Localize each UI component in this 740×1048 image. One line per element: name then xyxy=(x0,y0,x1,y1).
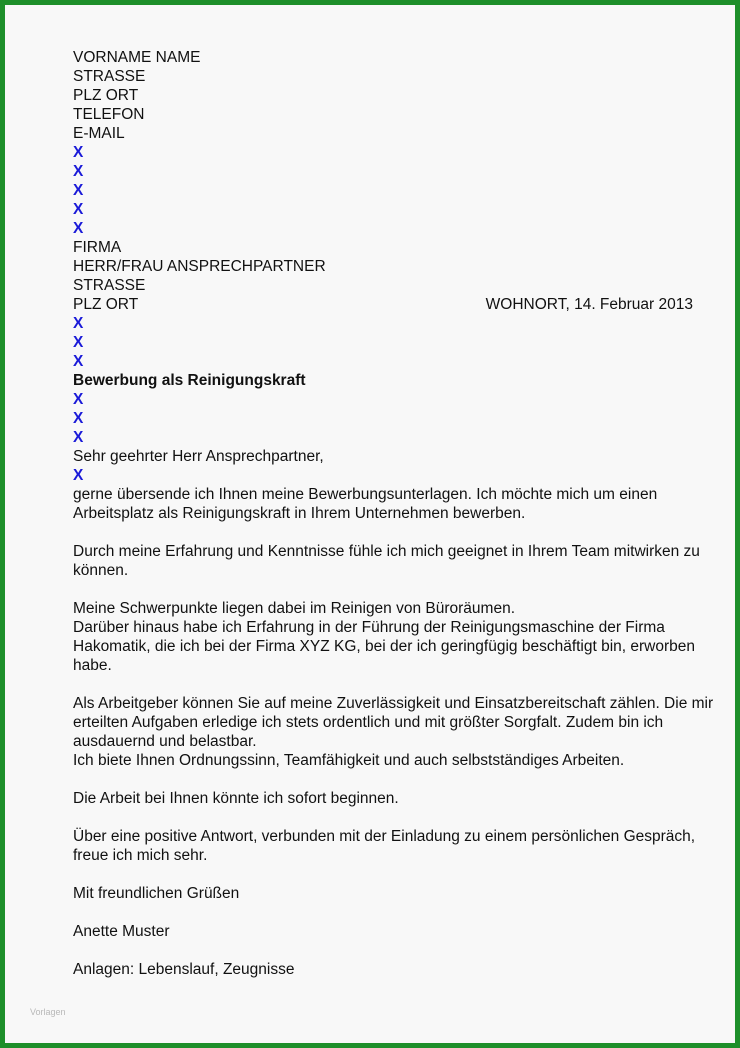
signature: Anette Muster xyxy=(73,923,170,940)
closing: Mit freundlichen Grüßen xyxy=(73,885,240,902)
body-line: Darüber hinaus habe ich Erfahrung in der Führung der Reinigungsmaschine der Firma xyxy=(73,619,665,636)
body-line: erteilten Aufgaben erledige ich stets ordentlich und mit größter Sorgfalt. Zudem bin ich xyxy=(73,714,664,731)
body-line: Die Arbeit bei Ihnen könnte ich sofort beginnen. xyxy=(73,790,399,807)
spacer-marker: X xyxy=(73,220,84,237)
body-line: gerne übersende ich Ihnen meine Bewerbungsunterlagen. Ich möchte mich um einen xyxy=(73,486,658,503)
spacer-marker: X xyxy=(73,353,84,370)
spacer-marker: X xyxy=(73,391,84,408)
paragraph-gap xyxy=(73,580,693,599)
paragraph-gap xyxy=(73,941,693,960)
body-line: Hakomatik, die ich bei der Firma XYZ KG, bei der ich geringfügig beschäftigt bin, erworben xyxy=(73,638,696,655)
body-line: freue ich mich sehr. xyxy=(73,847,208,864)
body-line: können. xyxy=(73,562,129,579)
letter xyxy=(73,48,714,979)
paragraph-gap xyxy=(73,523,693,542)
sender-street: STRASSE xyxy=(73,68,146,85)
body-line: Über eine positive Antwort, verbunden mit der Einladung zu einem persönlichen Gespräch, xyxy=(73,828,696,845)
recipient-contact: HERR/FRAU ANSPRECHPARTNER xyxy=(73,258,326,275)
recipient-street: STRASSE xyxy=(73,277,146,294)
attachments: Anlagen: Lebenslauf, Zeugnisse xyxy=(73,961,295,978)
paragraph-gap xyxy=(73,865,693,884)
body-line: Ich biete Ihnen Ordnungssinn, Teamfähigkeit und auch selbstständiges Arbeiten. xyxy=(73,752,625,769)
recipient-company: FIRMA xyxy=(73,239,122,256)
sender-email: E-MAIL xyxy=(73,125,125,142)
spacer-marker: X xyxy=(73,182,84,199)
body-line: Arbeitsplatz als Reinigungskraft in Ihrem Unternehmen bewerben. xyxy=(73,505,526,522)
sender-city: PLZ ORT xyxy=(73,87,139,104)
paragraph-gap xyxy=(73,770,693,789)
spacer-marker: X xyxy=(73,315,84,332)
paragraph-gap xyxy=(73,903,693,922)
watermark: Vorlagen xyxy=(30,1007,66,1017)
body-line: ausdauernd und belastbar. xyxy=(73,733,257,750)
salutation: Sehr geehrter Herr Ansprechpartner, xyxy=(73,448,324,465)
spacer-marker: X xyxy=(73,334,84,351)
body-line: Meine Schwerpunkte liegen dabei im Reinigen von Büroräumen. xyxy=(73,600,516,617)
spacer-marker: X xyxy=(73,163,84,180)
date-line: WOHNORT, 14. Februar 2013 xyxy=(485,296,693,313)
paragraph-gap xyxy=(73,808,693,827)
body-line: habe. xyxy=(73,657,112,674)
recipient-city: PLZ ORT xyxy=(73,296,139,313)
sender-phone: TELEFON xyxy=(73,106,145,123)
subject-line: Bewerbung als Reinigungskraft xyxy=(73,372,306,389)
recipient-city-row xyxy=(73,295,693,314)
paragraph-gap xyxy=(73,675,693,694)
spacer-marker: X xyxy=(73,429,84,446)
spacer-marker: X xyxy=(73,201,84,218)
spacer-marker: X xyxy=(73,410,84,427)
spacer-marker: X xyxy=(73,144,84,161)
body-line: Als Arbeitgeber können Sie auf meine Zuverlässigkeit und Einsatzbereitschaft zählen. Die mir xyxy=(73,695,714,712)
sender-name: VORNAME NAME xyxy=(73,49,201,66)
body-line: Durch meine Erfahrung und Kenntnisse fühle ich mich geeignet in Ihrem Team mitwirken zu xyxy=(73,543,700,560)
spacer-marker: X xyxy=(73,467,84,484)
